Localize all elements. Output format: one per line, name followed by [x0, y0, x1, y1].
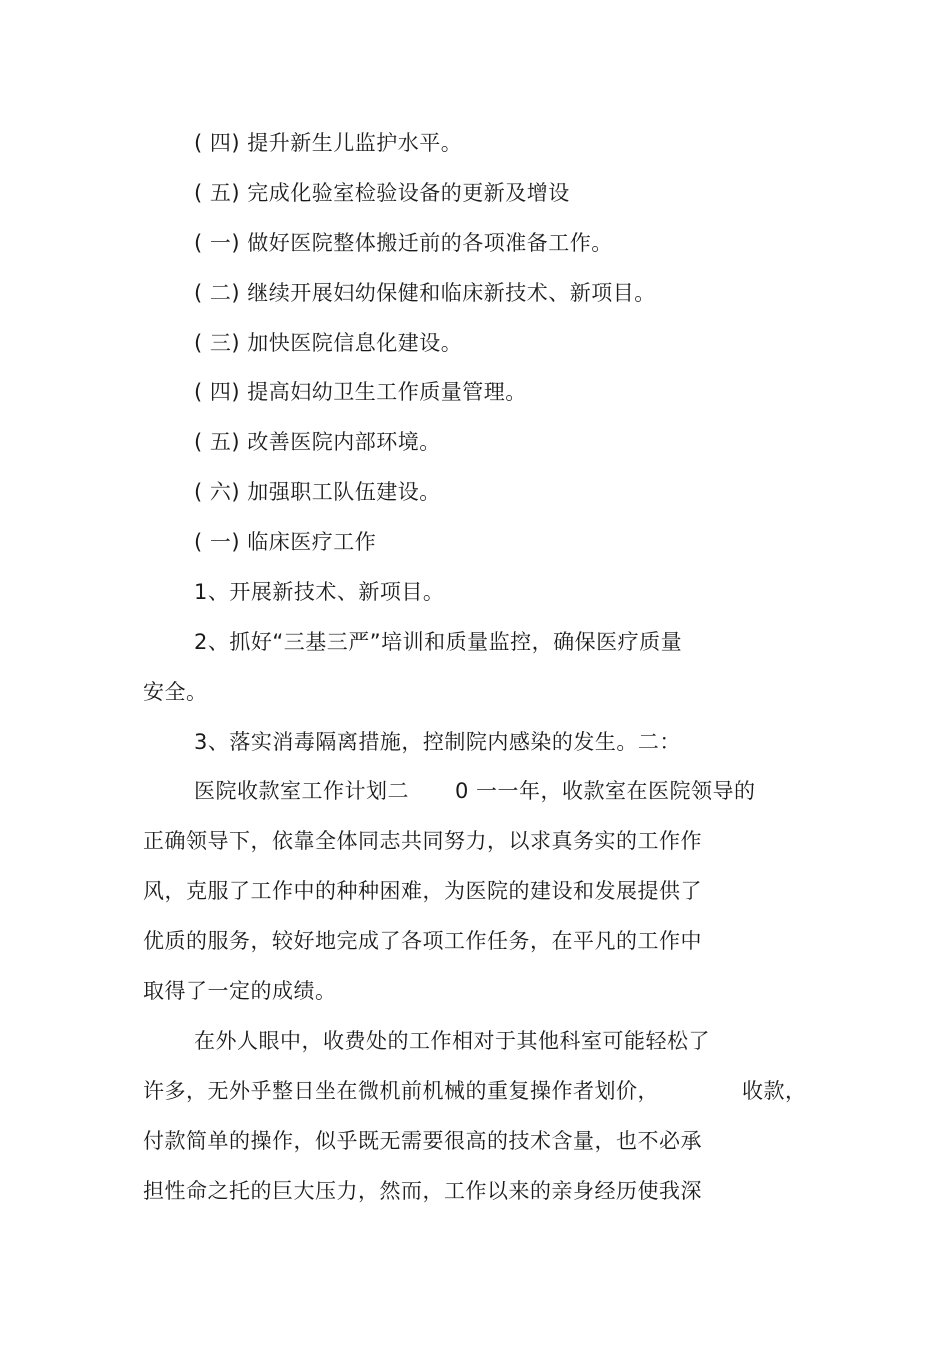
- text-line: ( 四) 提高妇幼卫生工作质量管理。: [194, 380, 527, 404]
- text-line: 正确领导下，依靠全体同志共同努力，以求真务实的工作作: [143, 829, 702, 853]
- text-line: ( 五) 完成化验室检验设备的更新及增设: [194, 181, 570, 205]
- text-line: 0 一一年，收款室在医院领导的: [455, 779, 756, 803]
- text-line: 3、落实消毒隔离措施，控制院内感染的发生。二：: [194, 730, 681, 754]
- text-line: 许多，无外乎整日坐在微机前机械的重复操作者划价，: [143, 1079, 659, 1103]
- text-line: 收款，: [742, 1079, 807, 1103]
- text-line: ( 二) 继续开展妇幼保健和临床新技术、新项目。: [194, 281, 656, 305]
- text-line: 1、开展新技术、新项目。: [194, 580, 445, 604]
- text-line: 优质的服务，较好地完成了各项工作任务，在平凡的工作中: [143, 929, 702, 953]
- text-line: 在外人眼中，收费处的工作相对于其他科室可能轻松了: [194, 1029, 710, 1053]
- text-line: 风，克服了工作中的种种困难，为医院的建设和发展提供了: [143, 879, 702, 903]
- text-line: 付款简单的操作，似乎既无需要很高的技术含量，也不必承: [143, 1129, 702, 1153]
- text-line: ( 五) 改善医院内部环境。: [194, 430, 441, 454]
- text-line: 取得了一定的成绩。: [143, 979, 337, 1003]
- text-line: 担性命之托的巨大压力，然而，工作以来的亲身经历使我深: [143, 1179, 702, 1203]
- text-line: ( 三) 加快医院信息化建设。: [194, 331, 463, 355]
- text-line: 2、抓好“三基三严”培训和质量监控，确保医疗质量: [194, 630, 683, 654]
- text-line: ( 四) 提升新生儿监护水平。: [194, 131, 463, 155]
- text-line: ( 一) 临床医疗工作: [194, 530, 377, 554]
- text-line: ( 六) 加强职工队伍建设。: [194, 480, 441, 504]
- text-line: 安全。: [143, 680, 208, 704]
- text-line: 医院收款室工作计划二: [194, 779, 409, 803]
- text-line: ( 一) 做好医院整体搬迁前的各项准备工作。: [194, 231, 613, 255]
